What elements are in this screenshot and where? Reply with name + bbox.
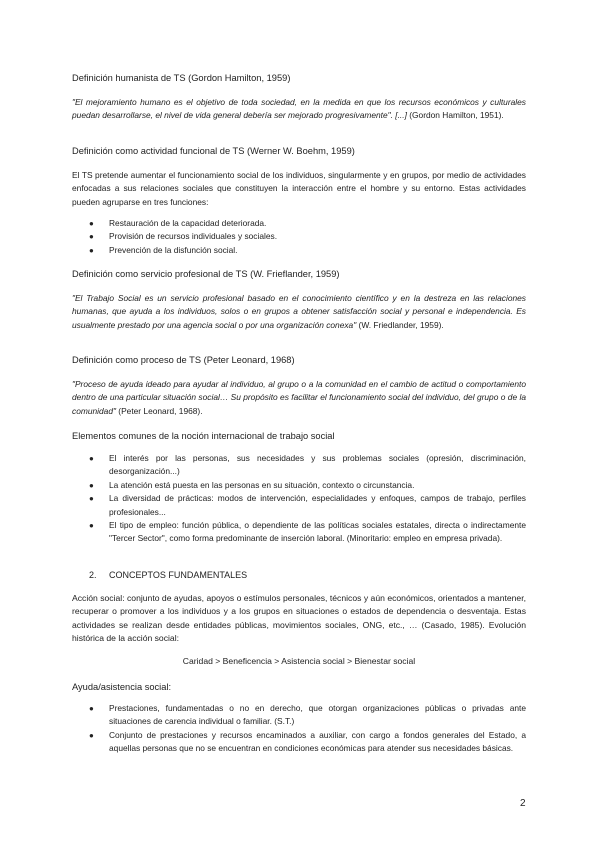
bullet-icon: ● [89,454,94,463]
heading-proceso: Definición como proceso de TS (Peter Leonard, 1968) [72,355,295,365]
heading-funcional: Definición como actividad funcional de TS (Werner W. Boehm, 1959) [72,146,355,156]
bullet-icon: ● [89,730,94,740]
quote-friedlander [72,292,526,332]
heading-servicio: Definición como servicio profesional de TS (W. Frieflander, 1959) [72,269,340,279]
list-item: ● Conjunto de prestaciones y recursos encaminados a auxiliar, con cargo a fondos generales del Estado, a aquellas personas que no se encuentran en condiciones económicas para atender sus necesidades básicas. [89,729,526,754]
bullet-icon: ● [89,232,94,242]
page-number: 2 [520,798,526,809]
bullet-icon: ● [89,704,94,713]
list-item: ● El interés por las personas, sus necesidades y sus problemas sociales (opresión, discriminación, desorganización...) [89,453,526,477]
quote-citation: (W. Friedlander, 1959). [356,319,444,330]
heading-elementos: Elementos comunes de la noción internacional de trabajo social [72,431,335,441]
bullet-icon: ● [89,521,94,531]
section-number: 2. [89,570,97,580]
paragraph-boehm: El TS pretende aumentar el funcionamiento social de los individuos, singularmente y en grupos, por medio de actividades enfocadas a sus relaciones sociales que constituyen la interacción entre el hombre y su entorno. Estas actividades pueden agruparse en tres funciones: [72,170,526,207]
quote-text: "Proceso de ayuda ideado para ayudar al individuo, al grupo o a la comunidad en el cambio de actitud o comportamiento dentro de una particular situación social… Su propósito es facilitar el funcionamiento social del individuo, del grupo o de la comunidad" [72,379,526,416]
list-item: ● Prestaciones, fundamentadas o no en derecho, que otorgan organizaciones públicas o privadas ante situaciones de carencia individual o familiar. (S.T.) [89,703,526,727]
quote-citation: (Peter Leonard, 1968). [115,405,203,416]
heading-humanista: Definición humanista de TS (Gordon Hamilton, 1959) [72,73,291,83]
list-item: ● La diversidad de prácticas: modos de intervención, especialidades y enfoques, campos de trabajo, perfiles profesionales... [89,493,526,517]
quote-text: "El Trabajo Social es un servicio profesional basado en el conocimiento científico y en la destreza en las relaciones humanas, que ayuda a los individuos, solos o en grupos a obtener satisfacción social y personal e independencia. Es usualmente prestado por una agencia social o por una organización conexa" [72,293,526,330]
quote-citation: (Gordon Hamilton, 1951). [406,110,504,121]
bullet-list-elementos [72,452,526,546]
quote-text: "El mejoramiento humano es el objetivo de toda sociedad, en la medida en que los recursos económicos y culturales puedan desarrollarse, el nivel de vida general debería ser mejorado progresivamente". [...] [72,97,526,121]
bullet-icon: ● [89,219,94,228]
list-item: ● Prevención de la disfunción social. [72,244,526,257]
heading-conceptos: CONCEPTOS FUNDAMENTALES [109,570,248,580]
quote-hamilton [72,96,526,123]
bullet-icon: ● [89,245,94,255]
list-item: ● Restauración de la capacidad deteriorada. [72,217,526,230]
heading-ayuda: Ayuda/asistencia social: [72,682,172,692]
bullet-list-ayuda [72,702,526,756]
paragraph-accion-social: Acción social: conjunto de ayudas, apoyos o estímulos personales, técnicos y aún económicos, orientados a mantener, recuperar o promover a los individuos y a los grupos en situaciones o estados de dependencia o desventaja. Estas actividades se realizan desde entidades públicas, movimientos sociales, ONG, etc., … (Casado, 1985). Evolución histórica de la acción social: [72,593,526,644]
bullet-icon: ● [89,494,94,504]
list-item: ● La atención está puesta en las personas en su situación, contexto o circunstancia. [72,479,526,492]
quote-leonard [72,378,526,418]
list-item: ● El tipo de empleo: función pública, o dependiente de las políticas sociales estatales, directa o indirectamente "Tercer Sector", como forma predominante de inserción laboral. (Minoritario: empleo en empresa privada). [89,520,526,544]
list-item: ● Provisión de recursos individuales y sociales. [72,230,526,243]
bullet-icon: ● [89,480,94,490]
bullet-list-funciones [72,217,526,257]
evolution-line: Caridad > Beneficencia > Asistencia social > Bienestar social [182,656,416,666]
